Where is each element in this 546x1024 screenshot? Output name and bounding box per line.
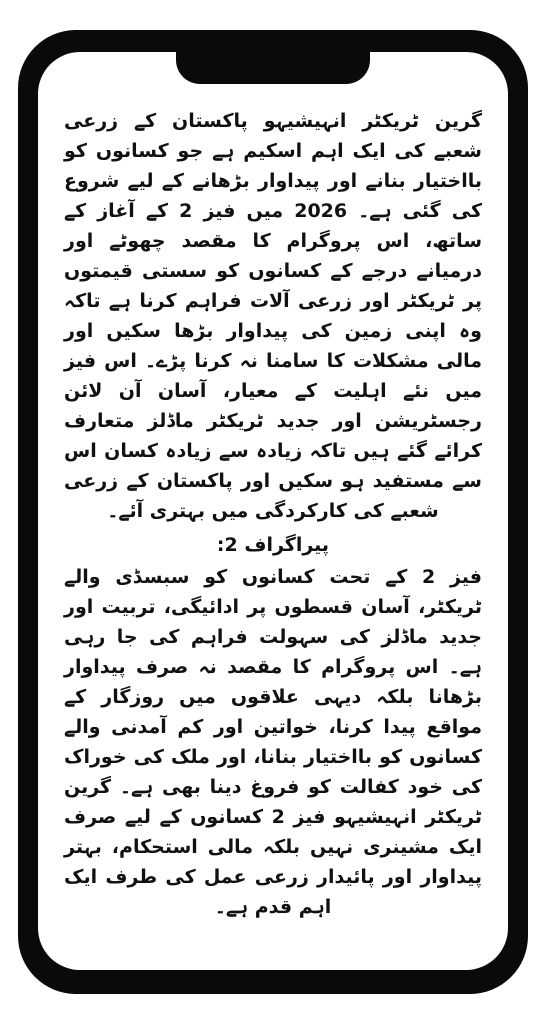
paragraph-2: فیز 2 کے تحت کسانوں کو سبسڈی والے ٹریکٹر، آسان قسطوں پر ادائیگی، تربیت اور جدید ماڈلز کی سہولت فراہم کی جا رہی ہے۔ اس پروگرام کا مقصد نہ صرف پیداوار بڑھانا بلکہ دیہی علاقوں میں روزگار کے مواقع پیدا کرنا، خواتین اور کم آمدنی والے کسانوں کو بااختیار بنانا، اور ملک کی خوراک کی خود کفالت کو فروغ دینا بھی ہے۔ گرین ٹریکٹر انہیشیہو فیز 2 کسانوں کے لیے صرف ایک مشینری نہیں بلکہ مالی استحکام، بہتر پیداوار اور پائیدار زرعی عمل کی طرف ایک اہم قدم ہے۔ [64,566,482,918]
phone-notch [176,52,370,84]
phone-frame [18,30,528,994]
phone-screen [38,52,508,970]
paragraph-2-heading: پیراگراف 2: [216,534,330,556]
article-content [38,106,508,956]
paragraph-1: گرین ٹریکٹر انہیشیہو پاکستان کے زرعی شعبے کی ایک اہم اسکیم ہے جو کسانوں کو بااختیار بنانے اور پیداوار بڑھانے کے لیے شروع کی گئی ہے۔ 2026 میں فیز 2 کے آغاز کے ساتھ، اس پروگرام کا مقصد چھوٹے اور درمیانے درجے کے کسانوں کو سستی قیمتوں پر ٹریکٹر اور زرعی آلات فراہم کرنا ہے تاکہ وہ اپنی زمین کی پیداوار بڑھا سکیں اور مالی مشکلات کا سامنا نہ کرنا پڑے۔ اس فیز میں نئے اہلیت کے معیار، آسان آن لائن رجسٹریشن اور جدید ٹریکٹر ماڈلز متعارف کرائے گئے ہیں تاکہ زیادہ سے زیادہ کسان اس سے مستفید ہو سکیں اور پاکستان کے زرعی شعبے کی کارکردگی میں بہتری آئے۔ [64,110,483,522]
